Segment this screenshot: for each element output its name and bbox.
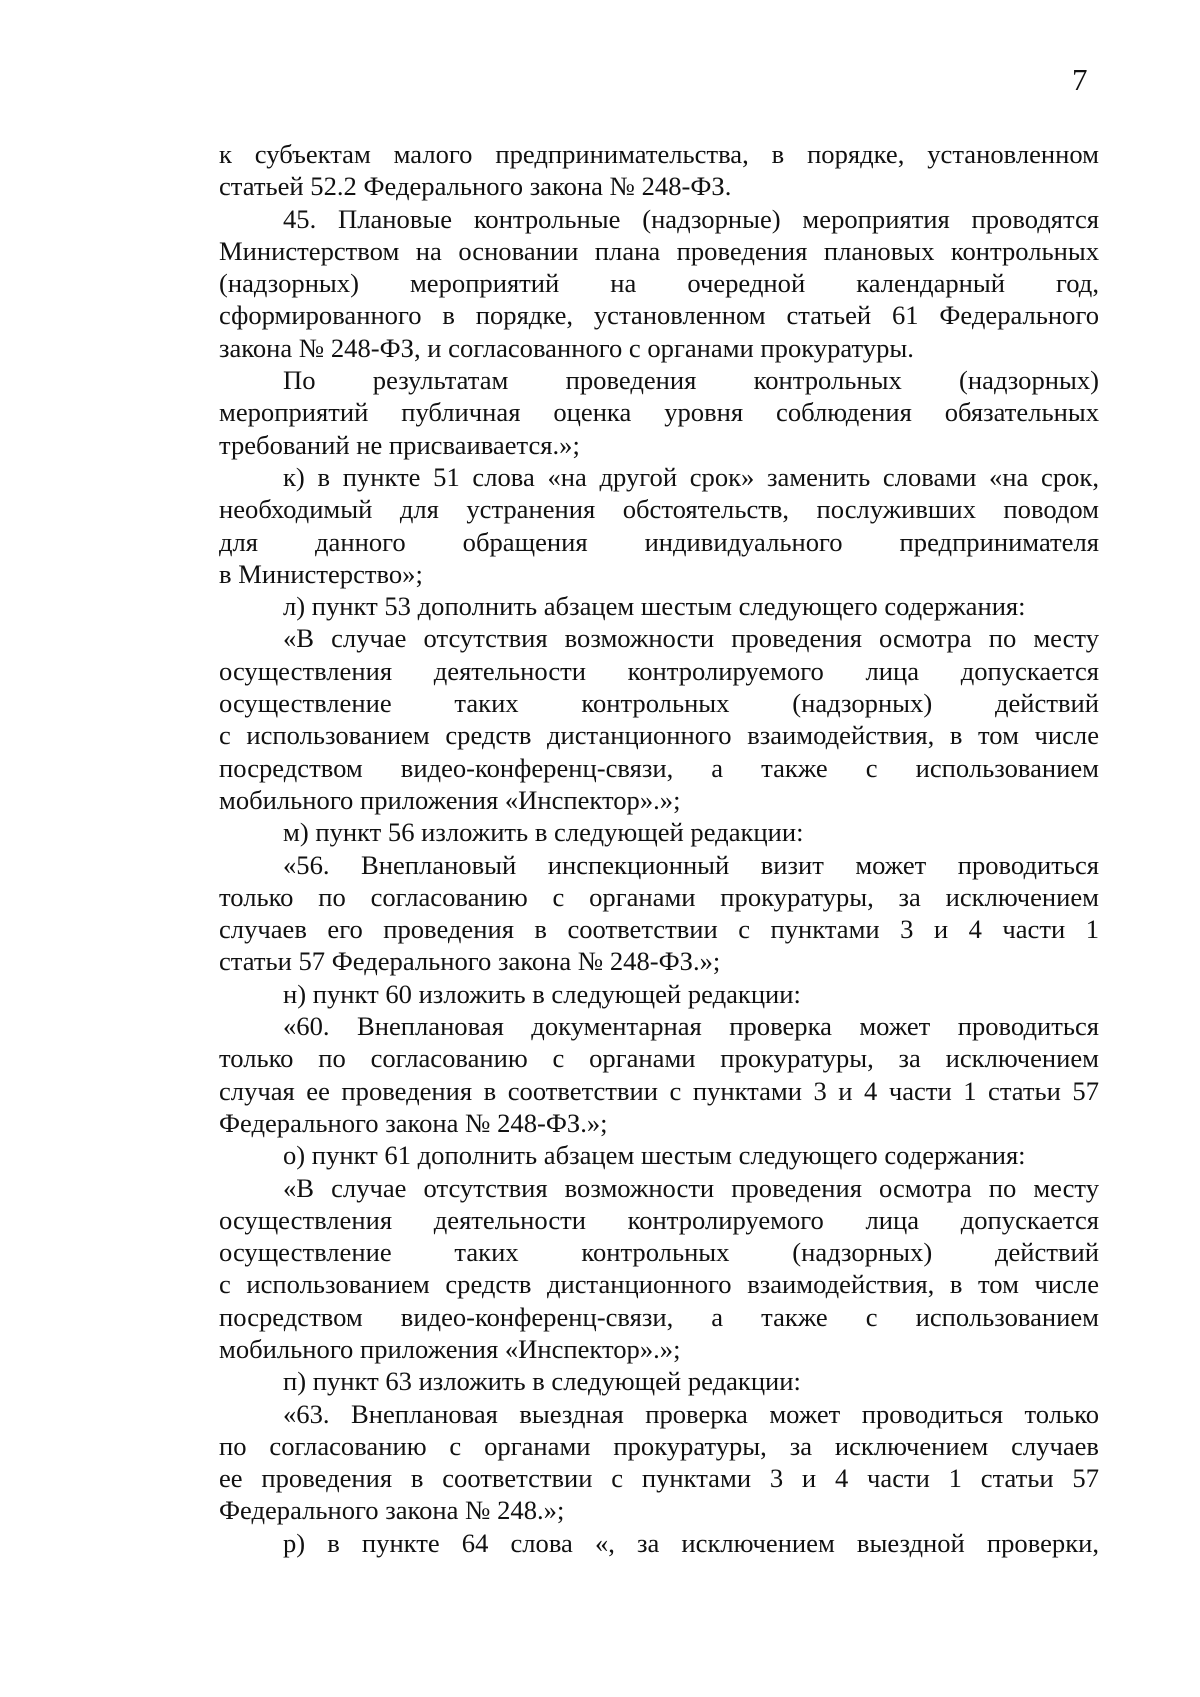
text-line: закона № 248-ФЗ, и согласованного с органами прокуратуры. xyxy=(219,332,914,363)
paragraph xyxy=(219,849,1099,978)
paragraph xyxy=(219,1172,1099,1366)
paragraph xyxy=(219,978,1099,1010)
text-line: «В случае отсутствия возможности проведения осмотра по месту xyxy=(283,623,1099,654)
text-line: для данного обращения индивидуального предпринимателя xyxy=(219,526,1099,557)
text-line: Федерального закона № 248.»; xyxy=(219,1495,565,1526)
text-line: ее проведения в соответствии с пунктами 3 и 4 части 1 статьи 57 xyxy=(219,1463,1099,1494)
text-line: Министерством на основании плана проведения плановых контрольных xyxy=(219,235,1099,266)
text-line: Федерального закона № 248-ФЗ.»; xyxy=(219,1107,608,1138)
text-line: л) пункт 53 дополнить абзацем шестым следующего содержания: xyxy=(283,591,1026,622)
text-line: посредством видео-конференц-связи, а также с использованием xyxy=(219,1301,1099,1332)
paragraph xyxy=(219,816,1099,848)
text-line: осуществления деятельности контролируемого лица допускается xyxy=(219,655,1099,686)
paragraph xyxy=(219,1139,1099,1171)
text-line: в Министерство»; xyxy=(219,558,423,589)
text-line: (надзорных) мероприятий на очередной календарный год, xyxy=(219,268,1099,299)
text-line: по согласованию с органами прокуратуры, за исключением случаев xyxy=(219,1430,1099,1461)
text-line: 45. Плановые контрольные (надзорные) мероприятия проводятся xyxy=(283,203,1099,234)
text-line: требований не присваивается.»; xyxy=(219,429,580,460)
text-line: мобильного приложения «Инспектор».»; xyxy=(219,784,681,815)
paragraph xyxy=(219,590,1099,622)
text-line: мобильного приложения «Инспектор».»; xyxy=(219,1333,681,1364)
text-line: посредством видео-конференц-связи, а также с использованием xyxy=(219,752,1099,783)
page-number: 7 xyxy=(1072,62,1088,97)
text-line: «60. Внеплановая документарная проверка может проводиться xyxy=(283,1011,1099,1042)
text-line: с использованием средств дистанционного взаимодействия, в том числе xyxy=(219,1269,1099,1300)
paragraph xyxy=(219,1010,1099,1139)
paragraph xyxy=(219,364,1099,461)
text-line: только по согласованию с органами прокуратуры, за исключением xyxy=(219,1043,1099,1074)
text-line: необходимый для устранения обстоятельств, послуживших поводом xyxy=(219,494,1099,525)
text-line: сформированного в порядке, установленном статьей 61 Федерального xyxy=(219,300,1099,331)
text-line: к) в пункте 51 слова «на другой срок» заменить словами «на срок, xyxy=(283,461,1099,492)
text-line: с использованием средств дистанционного взаимодействия, в том числе xyxy=(219,720,1099,751)
text-line: осуществления деятельности контролируемого лица допускается xyxy=(219,1204,1099,1235)
paragraph xyxy=(219,461,1099,590)
paragraph xyxy=(219,203,1099,364)
text-line: к субъектам малого предпринимательства, в порядке, установленном xyxy=(219,139,1099,169)
text-line: случая ее проведения в соответствии с пунктами 3 и 4 части 1 статьи 57 xyxy=(219,1075,1099,1106)
text-line: «В случае отсутствия возможности проведения осмотра по месту xyxy=(283,1172,1099,1203)
text-line: «63. Внеплановая выездная проверка может проводиться только xyxy=(283,1398,1099,1429)
text-line: «56. Внеплановый инспекционный визит может проводиться xyxy=(283,849,1099,880)
paragraph xyxy=(219,1365,1099,1397)
paragraph xyxy=(219,1527,1099,1559)
text-line: статьей 52.2 Федерального закона № 248-ФЗ. xyxy=(219,171,732,202)
paragraph xyxy=(219,622,1099,816)
text-line: р) в пункте 64 слова «, за исключением выездной проверки, xyxy=(283,1527,1099,1558)
text-line: осуществление таких контрольных (надзорных) действий xyxy=(219,688,1099,719)
document-body xyxy=(219,138,1099,1559)
text-line: только по согласованию с органами прокуратуры, за исключением xyxy=(219,881,1099,912)
text-line: п) пункт 63 изложить в следующей редакции: xyxy=(283,1366,801,1397)
text-line: н) пункт 60 изложить в следующей редакции: xyxy=(283,978,801,1009)
text-line: м) пункт 56 изложить в следующей редакции: xyxy=(283,817,804,848)
text-line: По результатам проведения контрольных (надзорных) xyxy=(283,365,1099,396)
paragraph xyxy=(219,138,1099,203)
text-line: случаев его проведения в соответствии с пунктами 3 и 4 части 1 xyxy=(219,914,1099,945)
text-line: статьи 57 Федерального закона № 248-ФЗ.»; xyxy=(219,946,721,977)
text-line: мероприятий публичная оценка уровня соблюдения обязательных xyxy=(219,397,1099,428)
paragraph xyxy=(219,1398,1099,1527)
text-line: осуществление таких контрольных (надзорных) действий xyxy=(219,1237,1099,1268)
text-line: о) пункт 61 дополнить абзацем шестым следующего содержания: xyxy=(283,1140,1026,1171)
